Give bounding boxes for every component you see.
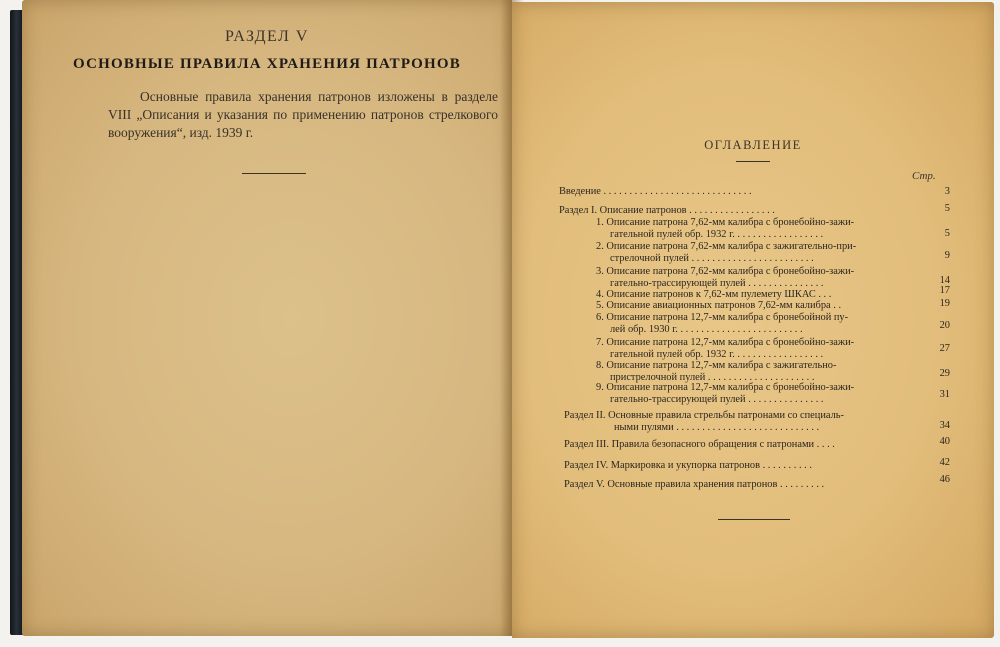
toc-entry-page: 9	[944, 250, 950, 261]
toc-entry-page: 17	[939, 285, 950, 296]
toc-entry-page: 27	[939, 343, 950, 354]
toc-entry-text-cont: ными пулями . . . . . . . . . . . . . . . . . . . . . . . . . . . .	[614, 422, 820, 433]
toc-entry-page: 29	[939, 368, 950, 379]
toc-entry-page: 20	[939, 320, 950, 331]
toc-entry-text-cont: гательно-трассирующей пулей . . . . . . . . . . . . . . .	[610, 394, 824, 405]
toc-entry-text: Введение . . . . . . . . . . . . . . . . . . . . . . . . . . . . .	[559, 186, 752, 197]
section-label: РАЗДЕЛ V	[225, 28, 309, 45]
toc-entry-text: Раздел IV. Маркировка и укупорка патронов . . . . . . . . . .	[564, 460, 812, 471]
toc-entry-text: Раздел II. Основные правила стрельбы патронами со специаль-	[564, 410, 845, 421]
section-title: ОСНОВНЫЕ ПРАВИЛА ХРАНЕНИЯ ПАТРОНОВ	[73, 56, 461, 72]
toc-entry-text: 4. Описание патронов к 7,62-мм пулемету ШКАС . . .	[596, 289, 832, 300]
toc-entry-text: 5. Описание авиационных патронов 7,62-мм калибра . .	[596, 300, 842, 311]
toc-entry-page: 14	[939, 275, 950, 286]
toc-entry-page: 5	[944, 203, 950, 214]
toc-entry-page: 19	[939, 298, 950, 309]
left-page	[22, 0, 512, 636]
toc-entry-text: Раздел V. Основные правила хранения патронов . . . . . . . . .	[564, 479, 825, 490]
toc-entry-text: Раздел I. Описание патронов . . . . . . . . . . . . . . . . .	[559, 205, 775, 216]
toc-entry-text: 6. Описание патрона 12,7-мм калибра с бронебойной пу-	[596, 312, 849, 323]
toc-entry-text: 3. Описание патрона 7,62-мм калибра с бронебойно-зажи-	[596, 266, 855, 277]
toc-entry-page: 3	[944, 186, 950, 197]
end-rule	[718, 519, 790, 520]
right-page	[512, 2, 994, 638]
section-body-text: Основные правила хранения патронов изложены в разделе VIII „Описания и указания по применению патронов стрелкового вооружения“, изд. 1939 г.	[108, 89, 498, 140]
page-column-label: Стр.	[912, 170, 936, 182]
divider-rule	[242, 173, 306, 174]
toc-entry-page: 40	[939, 436, 950, 447]
toc-entry-text: 7. Описание патрона 12,7-мм калибра с бронебойно-зажи-	[596, 337, 855, 348]
toc-entry-text: Раздел III. Правила безопасного обращения с патронами . . . .	[564, 439, 835, 450]
toc-entry-text: 2. Описание патрона 7,62-мм калибра с зажигательно-при-	[596, 241, 857, 252]
toc-entry-text: 8. Описание патрона 12,7-мм калибра с зажигательно-	[596, 360, 837, 371]
toc-title-rule	[736, 161, 770, 162]
toc-entry-text-cont: гательно-трассирующей пулей . . . . . . . . . . . . . . .	[610, 278, 824, 289]
toc-entry-page: 46	[939, 474, 950, 485]
toc-entry-text-cont: гательной пулей обр. 1932 г. . . . . . . . . . . . . . . . . .	[610, 229, 824, 240]
toc-entry-page: 42	[939, 457, 950, 468]
toc-entry-text-cont: гательной пулей обр. 1932 г. . . . . . . . . . . . . . . . . .	[610, 349, 824, 360]
toc-entry-text-cont: стрелочной пулей . . . . . . . . . . . . . . . . . . . . . . . .	[610, 253, 814, 264]
toc-entry-page: 5	[944, 228, 950, 239]
toc-entry-text-cont: пристрелочной пулей . . . . . . . . . . . . . . . . . . . . .	[610, 372, 815, 383]
toc-entry-text-cont: лей обр. 1930 г. . . . . . . . . . . . . . . . . . . . . . . . .	[610, 324, 803, 335]
toc-entry-page: 34	[939, 420, 950, 431]
toc-entry-text: 1. Описание патрона 7,62-мм калибра с бронебойно-зажи-	[596, 217, 855, 228]
toc-entry-page: 31	[939, 389, 950, 400]
toc-title: ОГЛАВЛЕНИЕ	[704, 138, 802, 152]
toc-entry-text: 9. Описание патрона 12,7-мм калибра с бронебойно-зажи-	[596, 382, 855, 393]
